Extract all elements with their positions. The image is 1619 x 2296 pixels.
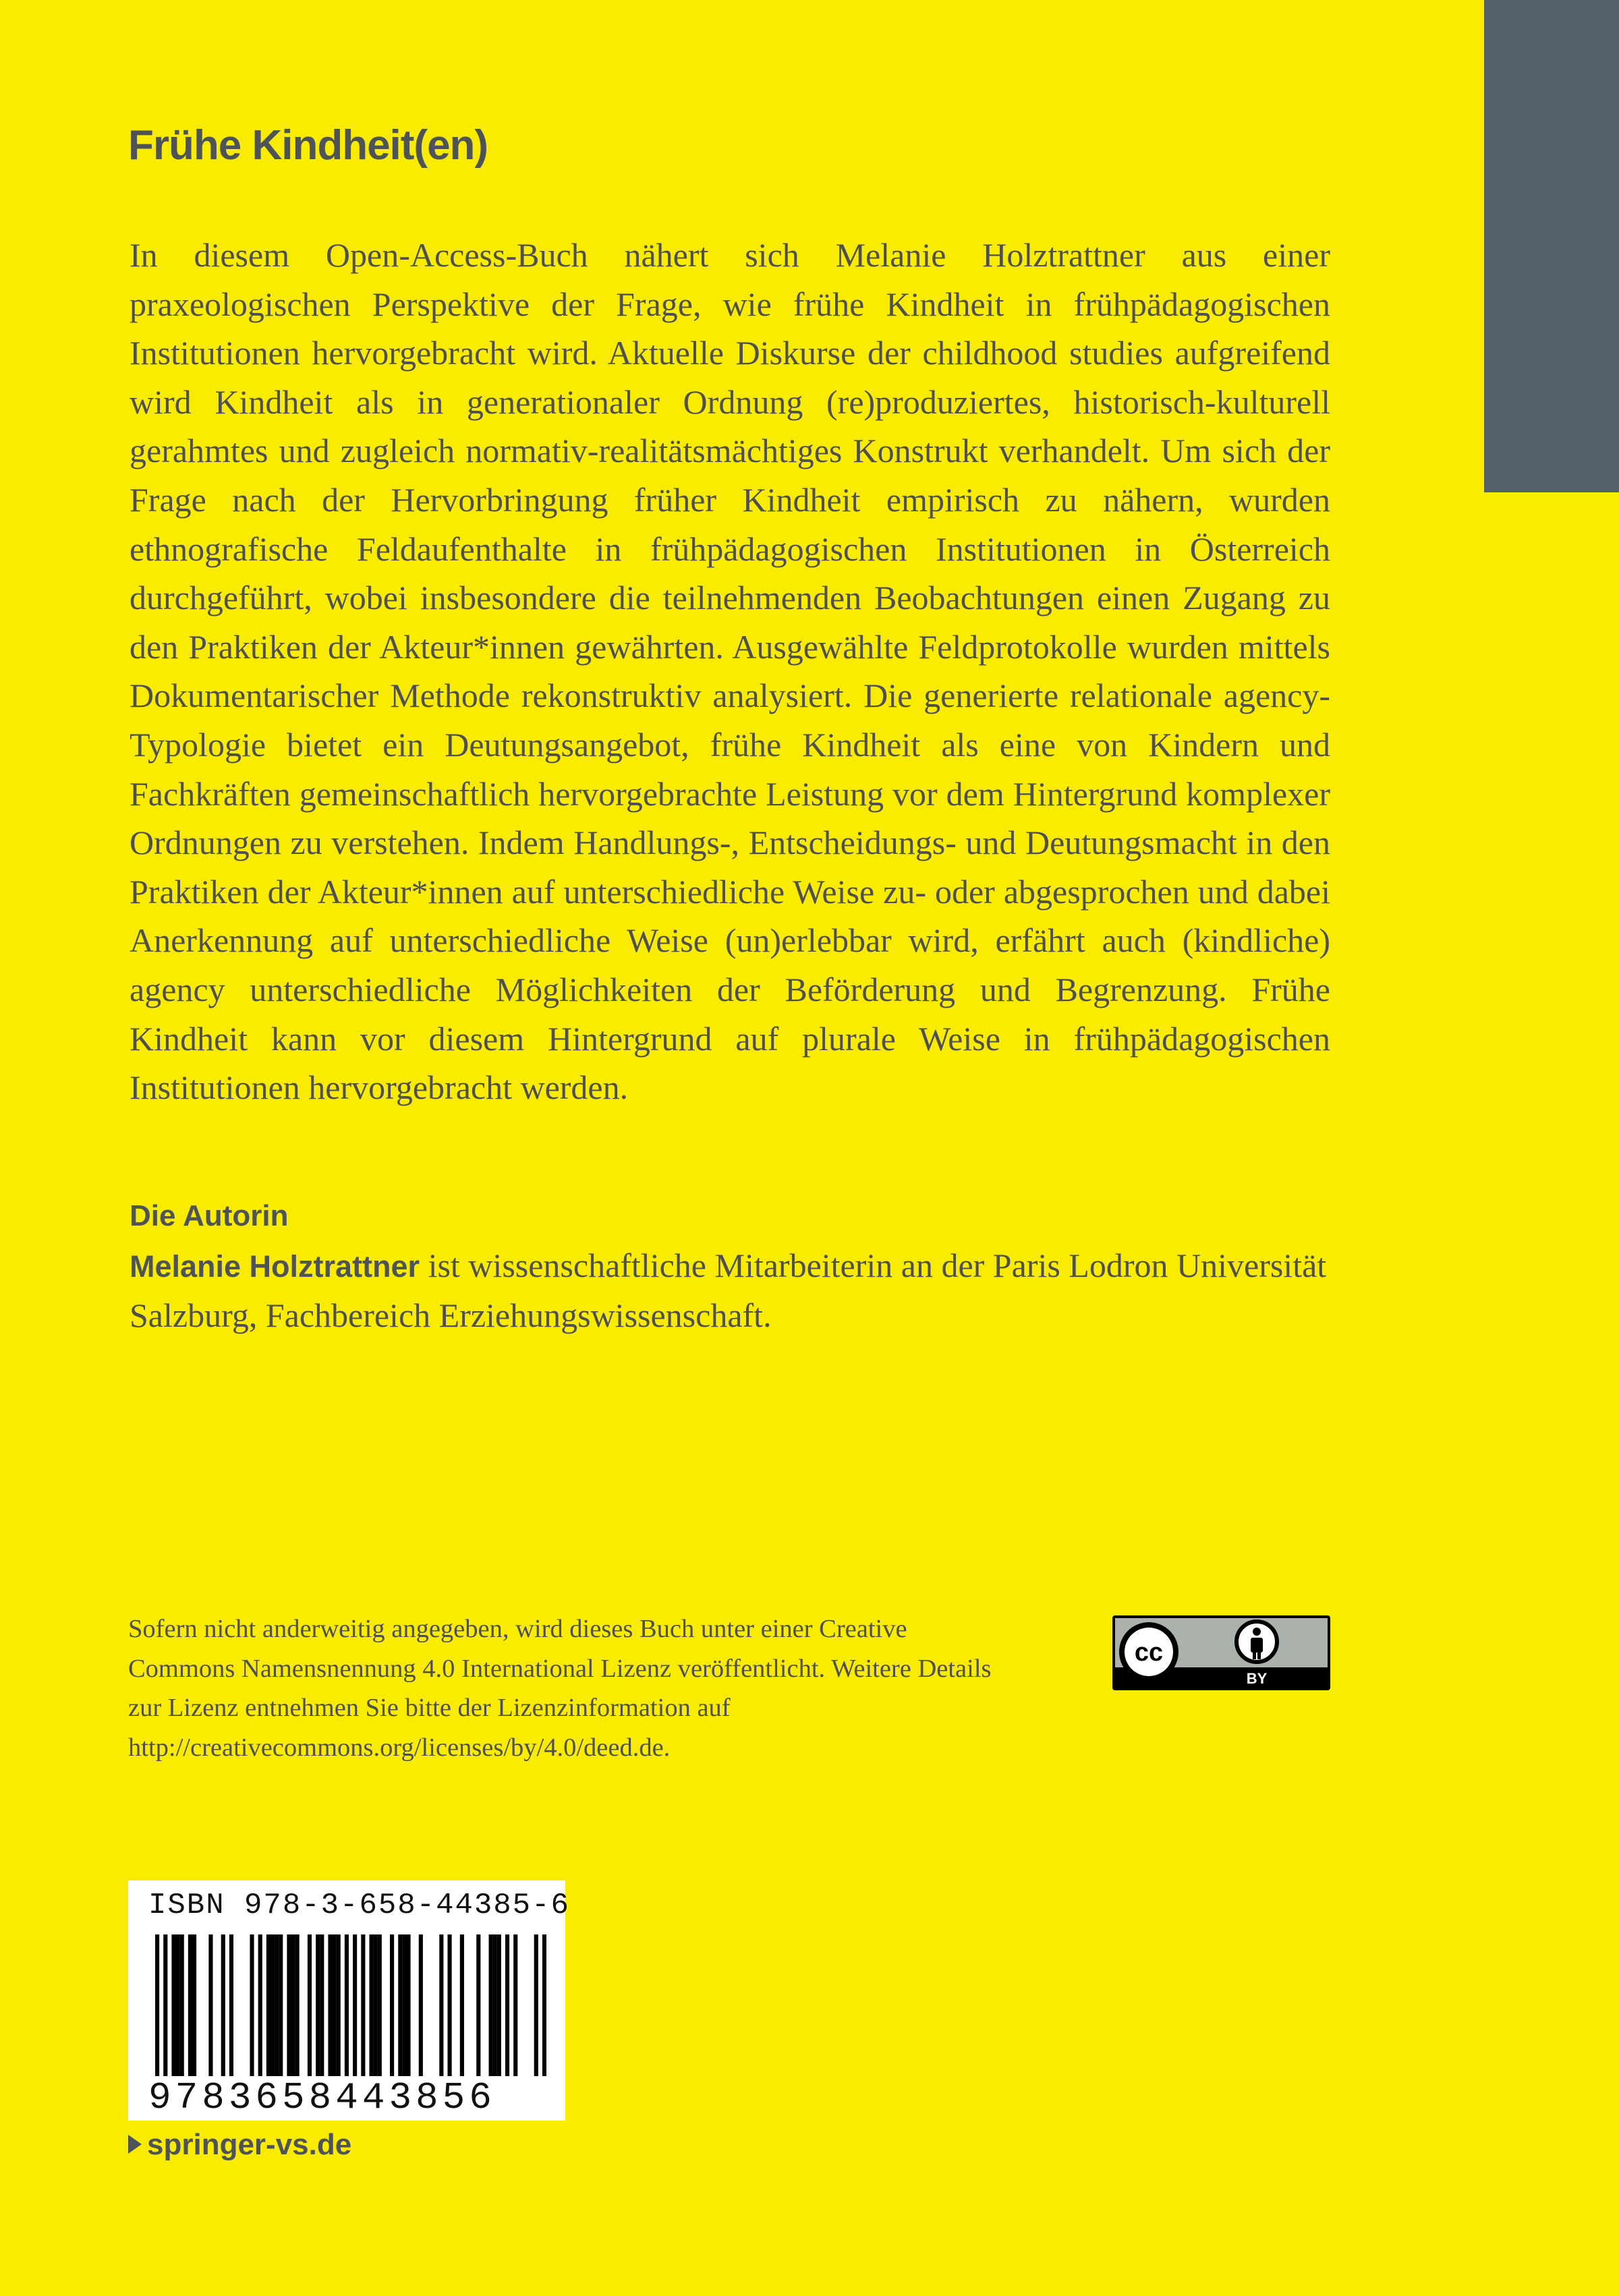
barcode-bar [163,1934,167,2076]
barcode-bar [390,1934,394,2076]
barcode-bar [258,1934,262,2076]
barcode-bar [221,1934,225,2076]
barcode-bar [534,1934,538,2076]
barcode-bar [337,1934,341,2076]
barcode-bar [345,1934,349,2076]
barcode-bar [208,1934,212,2076]
isbn-barcode-box [128,1881,570,2121]
decorative-color-bar [1484,0,1619,492]
barcode-bar [171,1934,175,2076]
publisher-website[interactable] [128,2128,351,2162]
barcode-bar [250,1934,254,2076]
barcode-bar [155,1934,159,2076]
barcode-bar [295,1934,300,2076]
author-heading: Die Autorin [130,1199,289,1232]
barcode-bar [374,1934,378,2076]
barcode-bar [275,1934,279,2076]
barcode-bar [180,1934,184,2076]
barcode-bar [279,1934,283,2076]
barcode-bar [406,1934,410,2076]
barcode-bar [176,1934,180,2076]
attribution-person-icon [1237,1621,1277,1662]
barcode-bar [271,1934,275,2076]
triangle-right-icon [128,2135,142,2154]
barcode-bar [542,1934,546,2076]
barcode-bar [291,1934,295,2076]
barcode-bar [513,1934,517,2076]
barcode-bar [316,1934,320,2076]
license-notice: Sofern nicht anderweitig angegeben, wird dieses Buch unter einer Creative Commons Namensnennung 4.0 International Lizenz veröffentlicht. Weitere Details zur Lizenz entnehmen Sie bitte der Lizenzinformation auf http://creativecommons.org/licenses/by/4.0/deed.de. [128,1615,992,1762]
barcode-bar [497,1934,501,2076]
barcode-bar [361,1934,365,2076]
barcode-bar [287,1934,291,2076]
barcode-bar [229,1934,233,2076]
barcode-bar [353,1934,357,2076]
barcode-bar [489,1934,493,2076]
barcode-bar [493,1934,497,2076]
cc-logo-text: cc [1134,1638,1164,1667]
barcode-bar [476,1934,480,2076]
barcode-bar [419,1934,423,2076]
ean-barcode [155,1934,546,2076]
barcode-bar [369,1934,373,2076]
barcode-bar [308,1934,312,2076]
barcode-bar [505,1934,509,2076]
by-label: BY [1246,1670,1268,1687]
barcode-bar [333,1934,337,2076]
barcode-bar [320,1934,324,2076]
publisher-website-text: springer-vs.de [147,2128,352,2161]
isbn-label: ISBN 978-3-658-44385-6 [148,1889,570,1922]
barcode-bar [447,1934,451,2076]
barcode-bar [188,1934,192,2076]
author-bio [130,1241,1330,1340]
book-title: Frühe Kindheit(en) [128,122,488,169]
barcode-bar [460,1934,464,2076]
author-description: ist wissenschaftliche Mitarbeiterin an der Paris Lodron Universität Salzburg, Fachbereich Erziehungswissenschaft. [130,1246,1327,1334]
cc-by-license-badge [1112,1615,1331,1691]
barcode-bar [328,1934,332,2076]
barcode-bar [402,1934,406,2076]
barcode-bar [398,1934,402,2076]
barcode-bar [192,1934,196,2076]
barcode-bar [378,1934,382,2076]
barcode-bar [266,1934,271,2076]
book-abstract: In diesem Open-Access-Buch nähert sich Melanie Holztrattner aus einer praxeologischen Perspektive der Frage, wie frühe Kindheit in frühpädagogischen Institutionen hervorgebracht wird. Aktuelle Diskurse der childhood studies aufgreifend wird Kindheit als in generationaler Ordnung (re)produziertes, historisch-kulturell gerahmtes und zugleich normativ-realitätsmächtiges Konstrukt verhandelt. Um sich der Frage nach der Hervorbringung früher Kindheit empirisch zu nähern, wurden ethnografische Feldaufenthalte in frühpädagogischen Institutionen in Österreich durchgeführt, wobei insbesondere die teilnehmenden Beobachtungen einen Zugang zu den Praktiken der Akteur*innen gewährten. Ausgewählte Feldprotokolle wurden mittels Dokumentarischer Methode rekonstruktiv analysiert. Die generierte relationale agency-Typologie bietet ein Deutungsangebot, frühe Kindheit als eine von Kindern und Fachkräften gemeinschaftlich hervorgebrachte Leistung vor dem Hintergrund komplexer Ordnungen zu verstehen. Indem Handlungs-, Entscheidungs- und Deutungsmacht in den Praktiken der Akteur*innen auf unterschiedliche Weise zu- oder abgesprochen und dabei Anerkennung auf unterschiedliche Weise (un)erlebbar wird, erfährt auch (kindliche) agency unterschiedliche Möglichkeiten der Beförderung und Begrenzung. Frühe Kindheit kann vor diesem Hintergrund auf plurale Weise in frühpädagogischen Institutionen hervorgebracht werden. [130,236,1330,1107]
ean-digits: 9783658443856 [148,2076,496,2119]
barcode-bar [439,1934,443,2076]
author-name: Melanie Holztrattner [130,1249,420,1284]
